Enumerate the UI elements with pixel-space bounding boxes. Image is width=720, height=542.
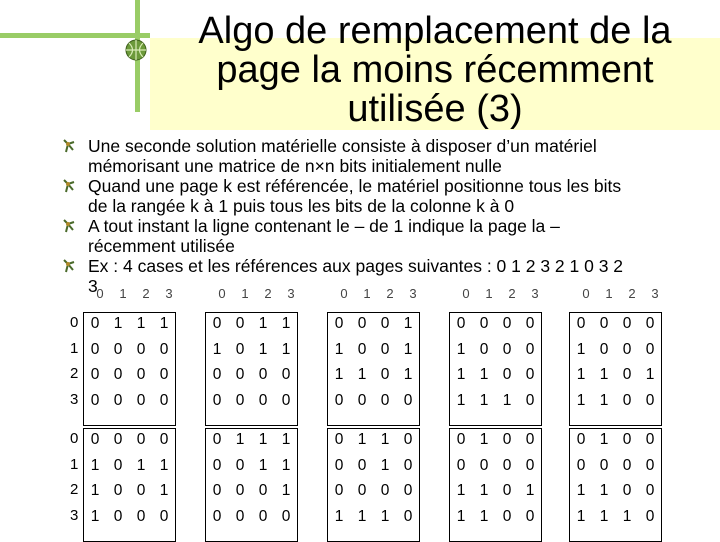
column-header: 1 [605, 286, 613, 301]
matrix-cell: 0 [456, 431, 466, 448]
column-header: 1 [485, 286, 493, 301]
matrix-cell: 1 [456, 391, 466, 409]
matrix-cell: 0 [502, 507, 512, 525]
bullet-list [60, 136, 720, 296]
matrix-cell: 0 [525, 391, 535, 409]
matrix-cell: 0 [334, 391, 344, 409]
matrix-cell: 0 [281, 391, 291, 409]
matrix-cell: 0 [502, 366, 512, 383]
bit-matrix [569, 428, 662, 542]
matrix-cell: 0 [479, 315, 489, 332]
matrix-cell: 1 [456, 340, 466, 358]
bullet-line: récemment utilisée [88, 236, 235, 256]
matrix-cell: 0 [403, 431, 413, 448]
matrix-cell: 1 [479, 391, 489, 409]
matrix-cell: 0 [159, 431, 169, 448]
matrix-cell: 0 [645, 315, 655, 332]
matrix-cell: 0 [576, 431, 586, 448]
matrix-cell: 1 [258, 431, 268, 448]
column-header: 0 [96, 286, 104, 301]
bit-matrix [449, 428, 542, 542]
column-header: 2 [142, 286, 150, 301]
tassel-bullet-icon [60, 257, 78, 275]
matrix-cell: 0 [357, 482, 367, 499]
matrix-cell: 0 [281, 366, 291, 383]
column-header: 2 [628, 286, 636, 301]
matrix-cell: 1 [479, 366, 489, 383]
matrix-cell: 1 [479, 431, 489, 448]
matrix-cell: 0 [502, 340, 512, 358]
column-header: 2 [386, 286, 394, 301]
column-header: 3 [287, 286, 295, 301]
matrix-cell: 1 [113, 315, 123, 332]
column-header: 1 [241, 286, 249, 301]
matrix-cell: 0 [212, 507, 222, 525]
matrix-cell: 1 [502, 391, 512, 409]
row-label: 3 [70, 390, 79, 408]
matrix-cell: 1 [159, 482, 169, 499]
column-header: 3 [651, 286, 659, 301]
matrix-cell: 0 [212, 315, 222, 332]
matrix-cell: 1 [576, 482, 586, 499]
matrix-cell: 0 [136, 507, 146, 525]
matrix-cell: 1 [136, 315, 146, 332]
matrix-cell: 0 [334, 482, 344, 499]
matrix-cell: 0 [525, 456, 535, 474]
matrix-cell: 0 [235, 366, 245, 383]
bit-matrix [83, 428, 176, 542]
tassel-bullet-icon [60, 137, 78, 155]
matrix-cell: 0 [622, 340, 632, 358]
matrix-cell: 0 [645, 391, 655, 409]
matrix-cell: 0 [235, 507, 245, 525]
matrix-cell: 0 [645, 340, 655, 358]
matrix-cell: 0 [212, 431, 222, 448]
matrix-cell: 0 [622, 315, 632, 332]
row-label: 1 [70, 339, 79, 357]
matrix-cell: 0 [525, 340, 535, 358]
slide-title [150, 12, 720, 129]
matrix-cell: 1 [235, 431, 245, 448]
matrix-cell: 1 [136, 456, 146, 474]
bullet-item [60, 136, 720, 176]
matrix-cell: 0 [599, 456, 609, 474]
matrix-cell: 1 [576, 366, 586, 383]
matrix-cell: 0 [159, 391, 169, 409]
matrix-cell: 0 [212, 456, 222, 474]
matrix-cell: 0 [334, 456, 344, 474]
bit-matrix [569, 312, 662, 426]
bullet-item [60, 216, 720, 256]
bullet-item [60, 176, 720, 216]
matrix-cell: 1 [599, 391, 609, 409]
bullet-line: mémorisant une matrice de n×n bits initialement nulle [88, 156, 502, 176]
matrix-cell: 1 [281, 482, 291, 499]
matrix-cell: 0 [136, 366, 146, 383]
matrix-cell: 0 [235, 482, 245, 499]
bullet-line: Ex : 4 cases et les références aux pages suivantes : 0 1 2 3 2 1 0 3 2 [88, 256, 624, 276]
matrix-cell: 0 [622, 482, 632, 499]
column-header: 1 [363, 286, 371, 301]
matrix-cell: 0 [159, 366, 169, 383]
matrix-cell: 0 [599, 340, 609, 358]
bullet-line: A tout instant la ligne contenant le – de 1 indique la page la – [88, 216, 560, 236]
matrix-cell: 0 [622, 391, 632, 409]
matrix-cell: 0 [357, 315, 367, 332]
matrix-cell: 1 [599, 431, 609, 448]
matrix-cell: 0 [235, 315, 245, 332]
bullet-line: de la rangée k à 1 puis tous les bits de la colonne k à 0 [88, 196, 515, 216]
matrix-cell: 0 [622, 456, 632, 474]
matrix-cell: 1 [599, 507, 609, 525]
matrix-cell: 0 [235, 391, 245, 409]
matrix-cell: 1 [479, 482, 489, 499]
globe-icon [124, 38, 148, 62]
matrix-cell: 0 [334, 431, 344, 448]
column-header: 1 [119, 286, 127, 301]
matrix-cell: 0 [599, 315, 609, 332]
matrix-cell: 1 [380, 456, 390, 474]
matrix-cell: 0 [159, 340, 169, 358]
matrix-cell: 1 [403, 315, 413, 332]
matrix-cell: 0 [90, 431, 100, 448]
matrix-cell: 1 [281, 431, 291, 448]
bit-matrix [205, 312, 298, 426]
matrix-cell: 1 [380, 431, 390, 448]
matrix-cell: 0 [380, 315, 390, 332]
matrix-cell: 1 [599, 482, 609, 499]
bit-matrix [327, 428, 420, 542]
matrix-cell: 0 [334, 315, 344, 332]
matrix-cell: 0 [576, 456, 586, 474]
column-header: 2 [508, 286, 516, 301]
matrix-cell: 1 [456, 507, 466, 525]
matrix-cell: 0 [645, 431, 655, 448]
matrix-cell: 0 [258, 482, 268, 499]
matrix-cell: 0 [90, 340, 100, 358]
matrix-cell: 0 [525, 366, 535, 383]
matrix-cell: 1 [403, 366, 413, 383]
matrix-cell: 0 [403, 391, 413, 409]
bit-matrix [205, 428, 298, 542]
matrix-cell: 1 [576, 507, 586, 525]
title-line: utilisée (3) [347, 88, 523, 130]
column-header: 0 [582, 286, 590, 301]
matrix-cell: 0 [113, 340, 123, 358]
matrix-cell: 0 [90, 366, 100, 383]
matrix-cell: 0 [502, 456, 512, 474]
matrix-cell: 0 [525, 315, 535, 332]
title-line: Algo de remplacement de la [198, 10, 672, 52]
matrix-cell: 0 [136, 391, 146, 409]
matrix-cell: 1 [90, 456, 100, 474]
matrix-cell: 0 [525, 431, 535, 448]
column-header: 0 [462, 286, 470, 301]
tassel-bullet-icon [60, 217, 78, 235]
matrix-cell: 0 [281, 507, 291, 525]
matrix-cell: 1 [90, 507, 100, 525]
row-label: 1 [70, 455, 79, 473]
matrix-cell: 1 [525, 482, 535, 499]
matrix-cell: 0 [380, 366, 390, 383]
matrix-cell: 0 [525, 507, 535, 525]
column-header: 3 [165, 286, 173, 301]
bullet-line: Quand une page k est référencée, le matériel positionne tous les bits [88, 176, 622, 196]
matrix-cell: 0 [113, 482, 123, 499]
row-label: 2 [70, 365, 79, 382]
matrix-cell: 1 [281, 456, 291, 474]
matrix-cell: 0 [212, 391, 222, 409]
matrix-cell: 0 [113, 507, 123, 525]
matrix-cell: 0 [479, 340, 489, 358]
matrix-cell: 0 [235, 456, 245, 474]
bit-matrix [327, 312, 420, 426]
matrix-cell: 0 [502, 431, 512, 448]
matrix-cell: 1 [456, 366, 466, 383]
matrix-cell: 0 [136, 431, 146, 448]
matrix-cell: 1 [403, 340, 413, 358]
matrix-cell: 0 [502, 315, 512, 332]
matrix-cell: 1 [90, 482, 100, 499]
matrix-cell: 0 [622, 431, 632, 448]
tassel-bullet-icon [60, 177, 78, 195]
matrix-cell: 0 [113, 456, 123, 474]
matrix-cell: 0 [576, 315, 586, 332]
matrix-cell: 1 [258, 315, 268, 332]
matrix-cell: 1 [334, 340, 344, 358]
bullet-line: Une seconde solution matérielle consiste à disposer d’un matériel [88, 136, 597, 156]
matrix-cell: 1 [576, 340, 586, 358]
matrix-cell: 0 [235, 340, 245, 358]
matrix-cell: 1 [380, 507, 390, 525]
row-label: 0 [70, 430, 79, 447]
matrix-cell: 1 [599, 366, 609, 383]
matrix-cell: 0 [136, 340, 146, 358]
bit-matrix [83, 312, 176, 426]
matrix-cell: 0 [479, 456, 489, 474]
matrix-cell: 0 [380, 391, 390, 409]
matrix-cell: 0 [90, 315, 100, 332]
matrix-cell: 0 [456, 456, 466, 474]
column-header: 3 [409, 286, 417, 301]
bullet-line: 3 [88, 276, 98, 296]
matrix-cell: 0 [456, 315, 466, 332]
matrix-cell: 0 [357, 340, 367, 358]
matrix-cell: 1 [456, 482, 466, 499]
matrix-cell: 1 [357, 507, 367, 525]
matrix-cell: 0 [622, 366, 632, 383]
matrix-cell: 1 [281, 340, 291, 358]
matrix-cell: 1 [479, 507, 489, 525]
matrix-cell: 0 [136, 482, 146, 499]
matrix-cell: 0 [380, 482, 390, 499]
matrix-cell: 0 [113, 391, 123, 409]
matrix-cell: 0 [403, 507, 413, 525]
matrix-cell: 1 [258, 456, 268, 474]
matrix-cell: 0 [403, 456, 413, 474]
matrix-cell: 0 [90, 391, 100, 409]
matrix-cell: 0 [357, 391, 367, 409]
matrix-cell: 1 [622, 507, 632, 525]
matrix-cell: 1 [281, 315, 291, 332]
matrix-cell: 1 [357, 431, 367, 448]
matrix-cell: 1 [159, 315, 169, 332]
matrix-cell: 0 [258, 507, 268, 525]
matrix-cell: 0 [357, 456, 367, 474]
matrix-cell: 0 [113, 431, 123, 448]
matrix-cell: 1 [334, 507, 344, 525]
matrix-cell: 0 [212, 366, 222, 383]
title-line: page la moins récemment [216, 49, 654, 91]
matrix-cell: 1 [159, 456, 169, 474]
matrix-cell: 0 [645, 482, 655, 499]
row-label: 3 [70, 506, 79, 524]
matrix-cell: 1 [334, 366, 344, 383]
matrix-cell: 1 [212, 340, 222, 358]
matrix-cell: 0 [258, 391, 268, 409]
row-label: 0 [70, 314, 79, 331]
matrix-cell: 1 [258, 340, 268, 358]
bit-matrix [449, 312, 542, 426]
matrix-cell: 1 [576, 391, 586, 409]
row-label: 2 [70, 481, 79, 498]
column-header: 2 [264, 286, 272, 301]
column-header: 0 [340, 286, 348, 301]
matrix-cell: 0 [258, 366, 268, 383]
matrix-cell: 1 [645, 366, 655, 383]
column-header: 0 [218, 286, 226, 301]
matrix-cell: 0 [645, 456, 655, 474]
matrix-cell: 1 [357, 366, 367, 383]
matrix-cell: 0 [113, 366, 123, 383]
matrix-cell: 0 [380, 340, 390, 358]
matrix-cell: 0 [212, 482, 222, 499]
matrix-cell: 0 [159, 507, 169, 525]
matrix-cell: 0 [502, 482, 512, 499]
matrix-cell: 0 [645, 507, 655, 525]
matrix-cell: 0 [403, 482, 413, 499]
column-header: 3 [531, 286, 539, 301]
